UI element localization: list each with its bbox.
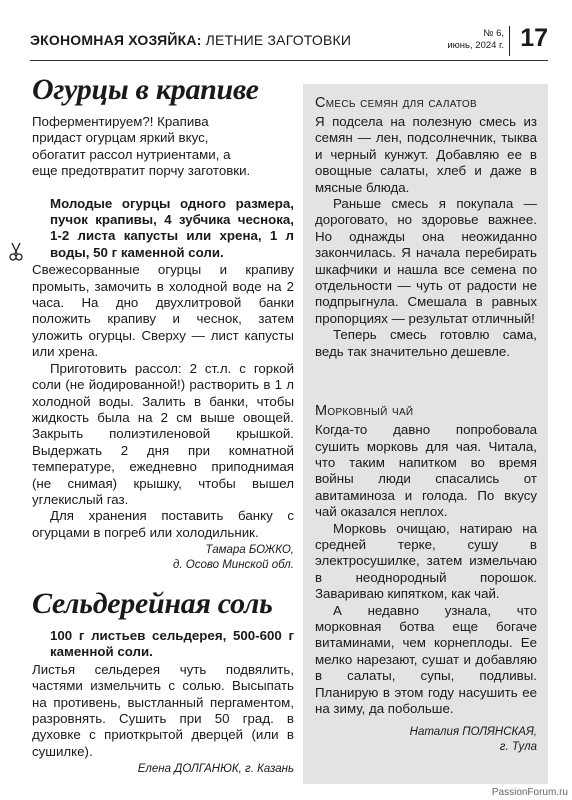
article-celery-salt: [32, 586, 294, 777]
header-rule: [30, 60, 548, 61]
paragraph: Я подсела на полезную смесь из семян — лен, подсолнечник, тыква и черный кунжут. Добавляю ее в овощные салаты, хлеб и даже в мясные блюда.: [315, 114, 537, 195]
paragraph: Листья сельдерея чуть подвялить, частями измельчить с солью. Высыпать на противень, выстланный пергаментом, разровнять. Сушить при 50 град. в духовке с приоткрытой дверцей (или в сушилке).: [32, 661, 294, 759]
author-location: г. Тула: [499, 741, 537, 754]
header-separator: [509, 26, 510, 56]
article-title: Сельдерейная соль: [32, 587, 273, 620]
article-intro: Поферментируем?! Крапива придаст огурцам яркий вкус, обогатит рассол нутриентами, а еще предотвратит порчу заготовки.: [32, 114, 251, 179]
ingredients: Молодые огурцы одного размера, пучок крапивы, 4 зубчика чеснока, 1-2 листа капусты или хрена, 1 л воды, 50 г каменной соли.: [50, 195, 294, 260]
paragraph: Когда-то давно попробовала сушить морковь для чая. Читала, что таким напитком во время войны люди спасались от авитаминоза и голода. По вкусу чай оказался неплох.: [315, 422, 537, 520]
paragraph: Для хранения поставить банку с огурцами в погреб или холодильник.: [32, 508, 294, 540]
author-location: д. Осово Минской обл.: [173, 559, 294, 572]
author-name: Наталия ПОЛЯНСКАЯ,: [409, 726, 537, 739]
article-cucumbers: [32, 68, 294, 573]
paragraph: Теперь смесь готовлю сама, ведь так значительно дешевле.: [315, 327, 537, 359]
page-header: [30, 26, 550, 58]
ingredients: 100 г листьев сельдерея, 500-600 г каменной соли.: [50, 628, 294, 660]
sidebar-heading: Смесь семян для салатов: [315, 95, 477, 111]
paragraph: А недавно узнала, что морковная ботва еще богаче витаминами, чем корнеплоды. Ее мелко нарезают, сушат и добавляю в салаты, супы, подливы. Планирую в этом году насушить ее на зиму, да побольше.: [315, 602, 537, 716]
paragraph: Раньше смесь я покупала — дороговато, но здоровье важнее. Но однажды она неожиданно закончилась. Я начала перебирать шкафчики и нашла все семена по отдельности — чуть от радости не подпрыгнула. Смешала в равных пропорциях — результат отличный!: [315, 196, 537, 326]
issue-date: июнь, 2024 г.: [447, 40, 504, 51]
paragraph: Свежесорванные огурцы и крапиву промыть, замочить в холодной воде на 2 часа. На дно двухлитровой банки положить крапиву и чеснок, затем уложить огурцы. Сверху — лист капусты или хрена.: [32, 262, 294, 360]
section-name: ЛЕТНИЕ ЗАГОТОВКИ: [201, 32, 352, 48]
issue-info: [447, 28, 504, 52]
paragraph: Приготовить рассол: 2 ст.л. с горкой соли (не йодированной!) растворить в 1 л холодной воды. Залить в банки, чтобы жидкость была на 2 см выше овощей. Закрыть полиэтиленовой крышкой. Выдержать 2 дня при комнатной температуре, ежедневно приподнимая (не снимая) крышку, чтобы вышел углекислый газ.: [32, 360, 294, 507]
article-title: Огурцы в крапиве: [32, 73, 259, 106]
author-name: Тамара БОЖКО,: [205, 544, 294, 557]
sidebar-heading: Морковный чай: [315, 403, 414, 420]
page-number: 17: [520, 24, 548, 52]
scissors-icon: [9, 242, 23, 262]
magazine-title: [30, 32, 351, 48]
reader-tips-sidebar: [303, 84, 548, 784]
issue-number: № 6,: [483, 28, 504, 39]
paragraph: Морковь очищаю, натираю на средней терке, сушу в электросушилке, затем измельчаю в неоднородный порошок. Завариваю кипятком, как чай.: [315, 520, 537, 602]
author-name: Елена ДОЛГАНЮК, г. Казань: [137, 763, 294, 776]
magazine-name: ЭКОНОМНАЯ ХОЗЯЙКА:: [30, 32, 202, 48]
watermark: PassionForum.ru: [491, 787, 568, 798]
